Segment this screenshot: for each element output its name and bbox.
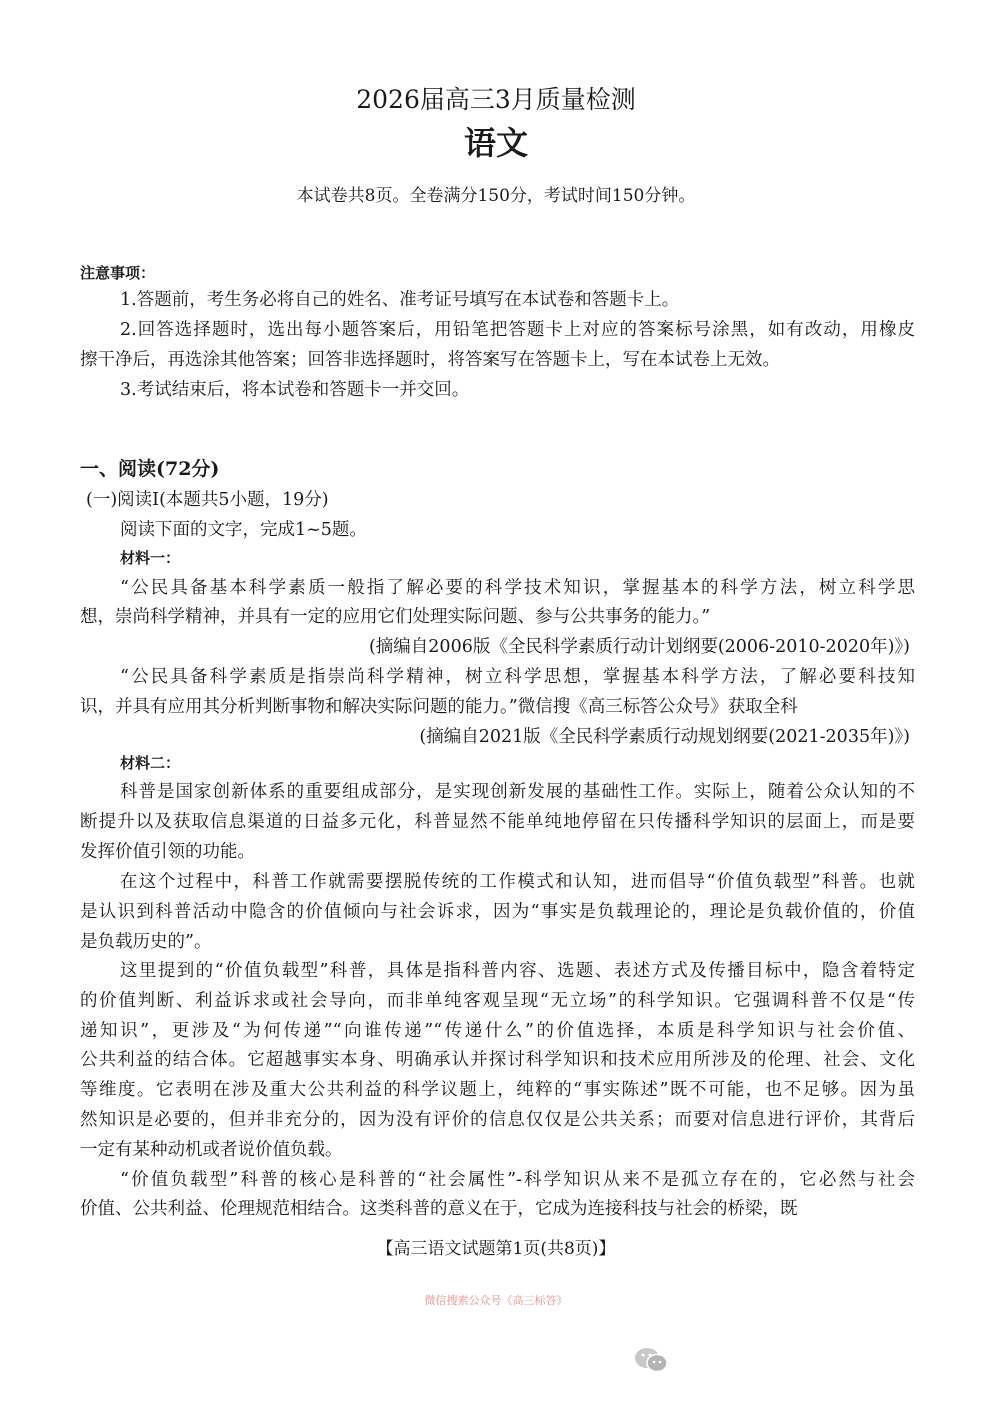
instruction: 阅读下面的文字，完成1~5题。 — [120, 520, 367, 540]
material1-line: “公民具备基本科学素质一般指了解必要的科学技术知识，掌握基本的科学方法，树立科学思 — [120, 578, 915, 598]
material2-line: 递知识”，更涉及“为何传递”“向谁传递”“传递什么”的价值选择，本质是科学知识与社会价值、 — [80, 1021, 915, 1041]
material2-line: 是认识到科普活动中隐含的价值倾向与社会诉求，因为“事实是负载理论的，理论是负载价值的，价值 — [80, 902, 915, 922]
material2-line: 的价值判断、利益诉求或社会导向，而非单纯客观呈现“无立场”的科学知识。它强调科普不仅是“传 — [80, 991, 915, 1011]
material1-line: 识，并具有应用其分析判断事物和解决实际问题的能力。”微信搜《高三标答公众号》获取全科 — [80, 697, 798, 717]
material2-line: 科普是国家创新体系的重要组成部分，是实现创新发展的基础性工作。实际上，随着公众认知的不 — [120, 782, 915, 802]
notice-heading: 注意事项： — [80, 264, 156, 282]
material1-source: (摘编自2021版《全民科学素质行动规划纲要(2021-2035年)》) — [419, 727, 910, 747]
wechat-icon — [632, 1345, 672, 1375]
notice-line: 2.回答选择题时，选出每小题答案后，用铅笔把答题卡上对应的答案标号涂黑，如有改动，用橡皮 — [120, 320, 915, 340]
exam-title: 2026届高三3月质量检测 — [356, 85, 636, 114]
page-footer: 【高三语文试题第1页(共8页)】 — [376, 1239, 616, 1259]
section-heading: 一、阅读(72分) — [80, 458, 220, 480]
material1-source: (摘编自2006版《全民科学素质行动计划纲要(2006-2010-2020年)》) — [368, 637, 910, 657]
material2-line: 在这个过程中，科普工作就需要摆脱传统的工作模式和认知，进而倡导“价值负载型”科普。也就 — [120, 872, 915, 892]
material2-line: 是负载历史的”。 — [80, 932, 212, 952]
subject-title: 语文 — [463, 124, 528, 162]
material2-line: 等维度。它表明在涉及重大公共利益的科学议题上，纯粹的“事实陈述”既不可能，也不足够。因为虽 — [80, 1080, 915, 1100]
exam-info: 本试卷共8页。全卷满分150分，考试时间150分钟。 — [296, 186, 696, 206]
notice-line: 3.考试结束后，将本试卷和答题卡一并交回。 — [120, 380, 470, 400]
material2-line: 公共利益的结合体。它超越事实本身、明确承认并探讨科学知识和技术应用所涉及的伦理、社会、文化 — [80, 1050, 915, 1070]
material2-label: 材料二： — [120, 754, 181, 772]
material1-label: 材料一： — [120, 549, 181, 567]
sub-heading: (一)阅读Ⅰ(本题共5小题，19分) — [86, 490, 329, 510]
watermark: 微信搜索公众号《高三标答》 — [424, 1294, 568, 1307]
material1-line: “公民具备科学素质是指崇尚科学精神，树立科学思想，掌握基本科学方法，了解必要科技知 — [120, 667, 915, 687]
material2-line: 然知识是必要的，但并非充分的，因为没有评价的信息仅仅是公共关系；而要对信息进行评价，其背后 — [80, 1110, 915, 1130]
material2-line: 价值、公共利益、伦理规范相结合。这类科普的意义在于，它成为连接科技与社会的桥梁，既 — [80, 1199, 798, 1219]
material1-line: 想，崇尚科学精神，并具有一定的应用它们处理实际问题、参与公共事务的能力。” — [80, 607, 711, 627]
material2-line: “价值负载型”科普的核心是科普的“社会属性”-科学知识从来不是孤立存在的，它必然与社会 — [120, 1170, 915, 1190]
material2-line: 断提升以及获取信息渠道的日益多元化，科普显然不能单纯地停留在只传播科学知识的层面上，而是要 — [80, 812, 915, 832]
notice-line: 擦干净后，再选涂其他答案；回答非选择题时，将答案写在答题卡上，写在本试卷上无效。 — [80, 350, 780, 370]
material2-line: 这里提到的“价值负载型”科普，具体是指科普内容、选题、表述方式及传播目标中，隐含着特定 — [120, 961, 915, 981]
material2-line: 发挥价值引领的功能。 — [80, 842, 255, 862]
notice-line: 1.答题前，考生务必将自己的姓名、准考证号填写在本试卷和答题卡上。 — [120, 290, 680, 310]
material2-line: 一定有某种动机或者说价值负载。 — [80, 1140, 343, 1160]
